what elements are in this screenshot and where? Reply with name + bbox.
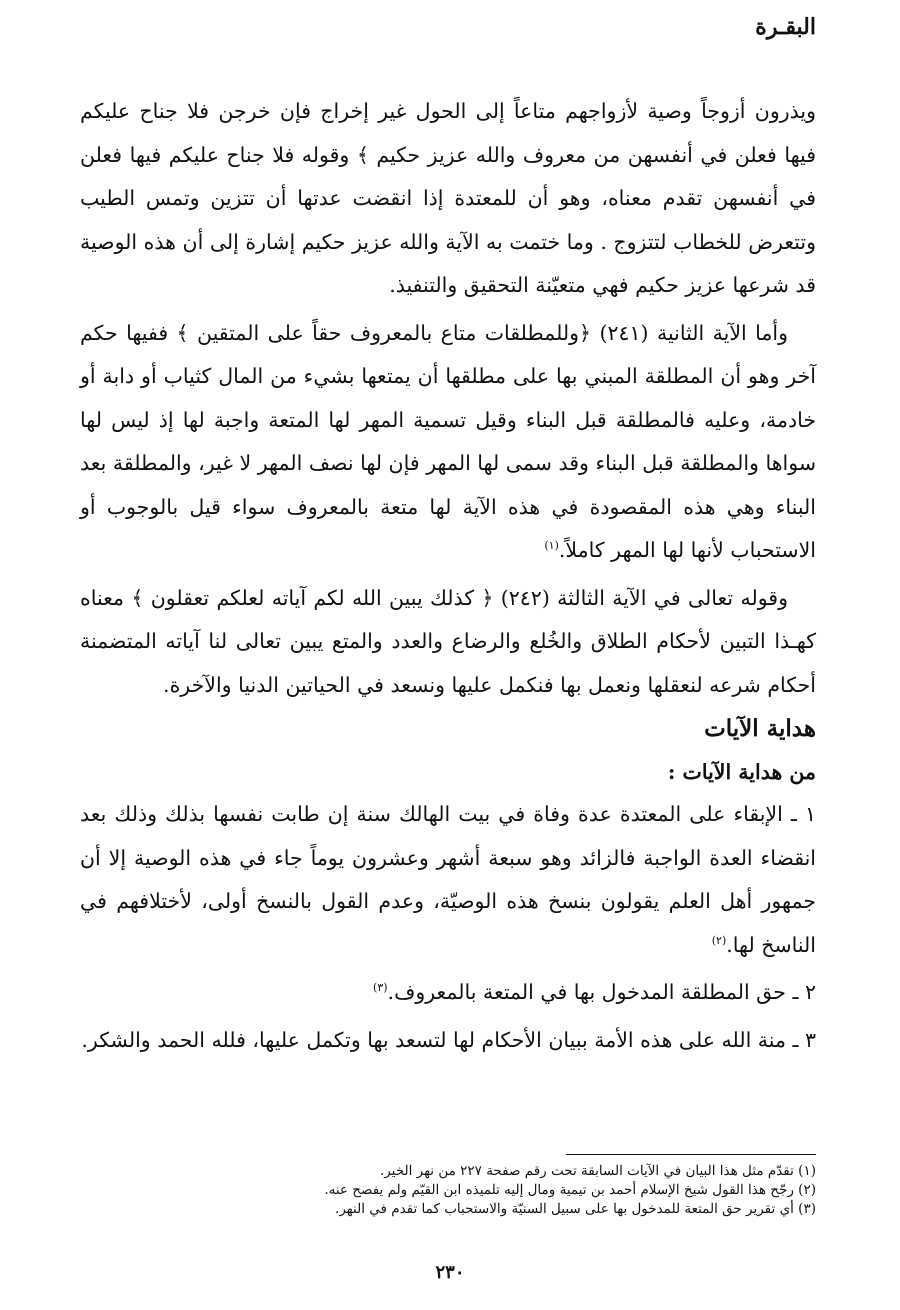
footnote-3: (٣) أي تقرير حق المتعة للمدخول بها على سبيل السنيّة والاستحباب كما تقدم في النهر.: [335, 1201, 816, 1217]
paragraph-3: وقوله تعالى في الآية الثالثة (٢٤٢) ﴿ كذلك يبين الله لكم آياته لعلكم تعقلون ﴾ معناه كهـذا التبين لأحكام الطلاق والخُلع والرضاع والعدد والمتع يبين تعالى لنا آياته المتضمنة أحكام شرعه لنعقلها ونعمل بها فنكمل عليها ونسعد في الحياتين الدنيا والآخرة.: [80, 585, 816, 697]
footnote-divider: [566, 1154, 816, 1155]
main-text: [80, 90, 816, 1062]
footnote-marker-2: (٢): [711, 933, 727, 947]
page-number: ٢٣٠: [435, 1262, 465, 1283]
section-heading: هداية الآيات: [704, 715, 816, 742]
guidance-item-1-text: ١ ـ الإبقاء على المعتدة عدة وفاة في بيت الهالك سنة إن طابت نفسها بذلك وذلك بعد انقضاء العدة الواجبة فالزائد وهو سبعة أشهر وعشرون يوماً جاء في هذه الوصية إلا أن جمهور أهل العلم يقولون بنسخ هذه الوصيّة، وعدم القول بالنسخ أولى، لأختلافهم في الناسخ لها.: [80, 802, 816, 957]
guidance-item-2-text: ٢ ـ حق المطلقة المدخول بها في المتعة بالمعروف.: [387, 980, 816, 1004]
section-subheading: من هداية الآيات :: [667, 760, 816, 784]
running-header: البقـرة: [755, 14, 816, 40]
footnote-2: (٢) رجّح هذا القول شيخ الإسلام أحمد بن تيمية ومال إليه تلميذه ابن القيّم ولم يفصح عنه.: [324, 1182, 816, 1198]
footnotes: [80, 1162, 816, 1219]
guidance-item-2: [80, 971, 816, 1015]
footnote-marker-3: (٣): [373, 981, 388, 995]
paragraph-2-text: وأما الآية الثانية (٢٤١) ﴿وللمطلقات متاع بالمعروف حقاً على المتقين ﴾ ففيها حكم آخر وهو أن المطلقة المبني بها على مطلقها أن يمتعها بشيء من المال كثياب أو دابة أو خادمة، وعليه فالمطلقة قبل البناء وقيل تسمية المهر لها المتعة واجبة لها إذ ليس لها سواها والمطلقة قبل البناء وقد سمى لها المهر فإن لها نصف المهر لا غير، والمطلقة بعد البناء وهي هذه المقصودة في هذه الآية لها متعة بالمعروف سواء قيل بالوجوب أو الاستحباب لأنها لها المهر كاملاً.: [80, 320, 816, 562]
footnote-marker-1: (١): [544, 539, 559, 553]
footnote-1: (١) تقدّم مثل هذا البيان في الآيات السابقة تحت رقم صفحة ٢٢٧ من نهر الخير.: [379, 1163, 816, 1179]
guidance-item-3: ٣ ـ منة الله على هذه الأمة ببيان الأحكام لها لتسعد بها وتكمل عليها، فلله الحمد والشكر.: [81, 1027, 816, 1052]
paragraph-1: ويذرون أزوجاً وصية لأزواجهم متاعاً إلى الحول غير إخراج فإن خرجن فلا جناح عليكم فيها فعلن في أنفسهن من معروف والله عزيز حكيم ﴾ وقوله فلا جناح عليكم فيها فعلن في أنفسهن تقدم معناه، وهو أن للمعتدة إذا انقضت عدتها أن تتزين وتمس الطيب وتتعرض للخطاب لتتزوج . وما ختمت به الآية والله عزيز حكيم إشارة إلى أن هذه الوصية قد شرعها عزيز حكيم فهي متعيّنة التحقيق والتنفيذ.: [80, 99, 816, 297]
guidance-item-1: [80, 793, 816, 967]
paragraph-2: [80, 312, 816, 573]
